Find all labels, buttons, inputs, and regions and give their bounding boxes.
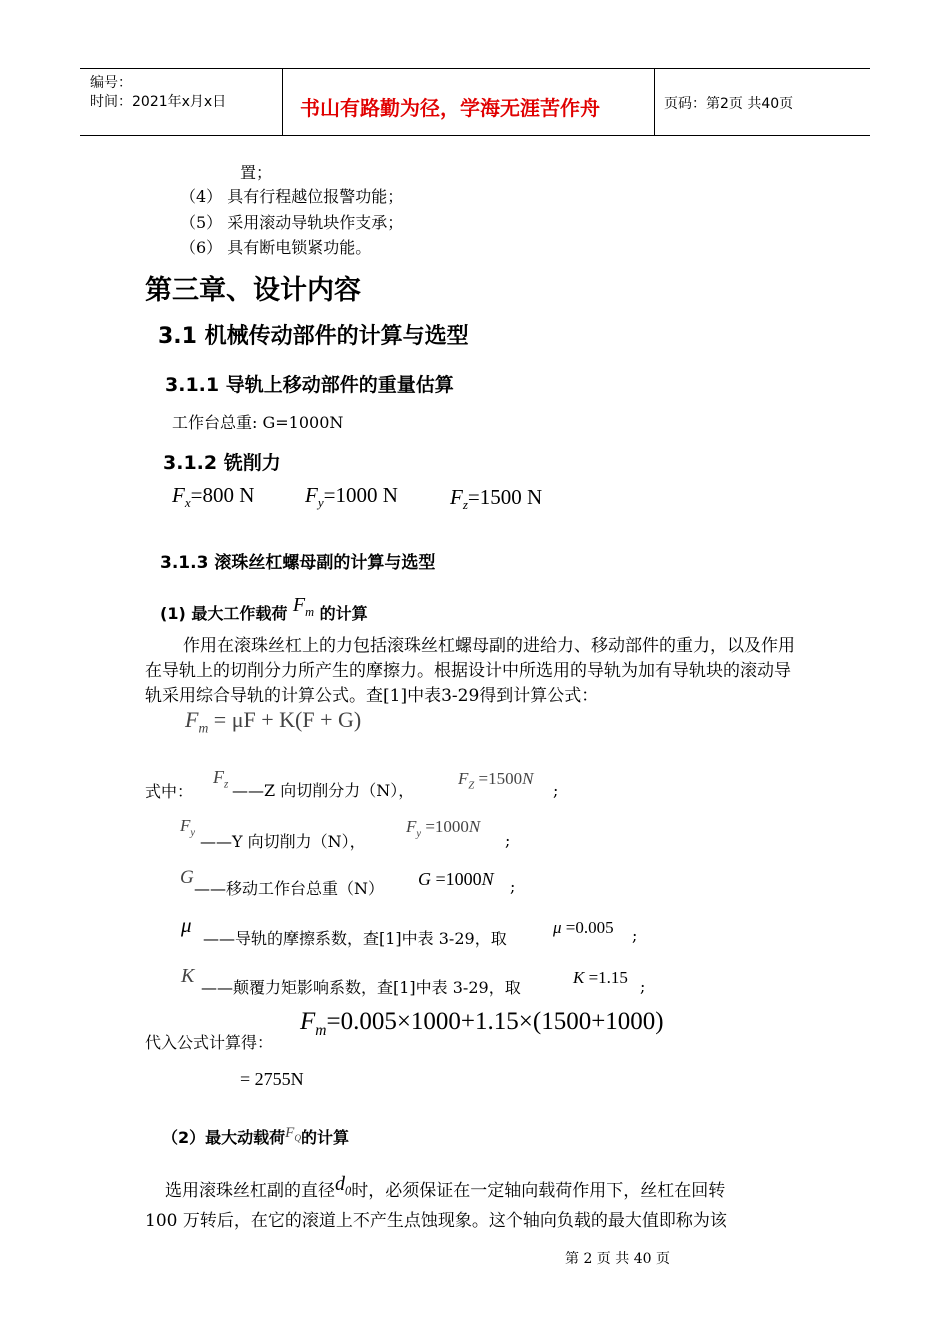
- page-footer: 第 2 页 共 40 页: [565, 1251, 670, 1267]
- section-3-1-title: 3.1 机械传动部件的计算与选型: [158, 324, 469, 349]
- header-bottom-rule: [80, 135, 870, 136]
- list-continuation: 置；: [240, 163, 273, 182]
- part2-line-1-b: 时，必须保证在一定轴向载荷作用下，丝杠在回转: [351, 1181, 726, 1201]
- list-item-4: （4） 具有行程越位报警功能；: [180, 187, 404, 206]
- g-symbol: G: [180, 867, 194, 888]
- subsection-3-1-2-title: 3.1.2 铣削力: [163, 452, 281, 474]
- g-semicolon: ;: [510, 877, 516, 896]
- fy-semicolon: ;: [505, 831, 511, 850]
- part2-title-suffix: 的计算: [301, 1128, 350, 1147]
- fy-definition: ——Y 向切削力（N），: [200, 832, 366, 851]
- fm-symbol: $F_m$: [292, 594, 315, 619]
- fm-formula: $F_m = \mu F + K(F + G)$: [185, 707, 362, 736]
- header-motto: 书山有路勤为径，学海无涯苦作舟: [300, 96, 600, 120]
- d0-symbol: $d_0$: [335, 1173, 352, 1198]
- list-item-5: （5） 采用滚动导轨块作支承；: [180, 213, 404, 232]
- header-divider-right: [654, 68, 655, 136]
- milling-force-fx: $F_x=800$ N: [172, 483, 255, 511]
- part1-title: [160, 594, 368, 628]
- header-divider-left: [282, 68, 283, 136]
- part2-title: [162, 1125, 349, 1150]
- k-semicolon: ;: [640, 977, 646, 996]
- fy-inline-number: =1000: [425, 817, 469, 836]
- fm-formula-rhs: = μF + K(F + G): [213, 707, 362, 732]
- table-weight-text: 工作台总重: G=1000N: [172, 413, 344, 432]
- fz-symbol: $F_z$: [213, 767, 229, 791]
- k-symbol: K: [181, 965, 195, 987]
- fz-definition: ——Z 向切削分力（N），: [232, 781, 415, 800]
- fy-value: =1000 N: [323, 483, 398, 507]
- part2-line-1: [165, 1173, 726, 1205]
- fz-inline-number: =1500: [478, 769, 523, 788]
- mu-symbol: μ: [181, 913, 192, 937]
- chapter-title: 第三章、设计内容: [145, 275, 361, 306]
- part2-title-text: （2）最大动载荷: [162, 1128, 286, 1147]
- k-inline-number: =1.15: [588, 968, 628, 987]
- g-definition: ——移动工作台总重（N）: [194, 879, 385, 898]
- part1-title-suffix: 的计算: [319, 604, 368, 623]
- k-definition: ——颠覆力矩影响系数，查[1]中表 3-29，取: [201, 978, 521, 997]
- explanation-paragraph: 作用在滚珠丝杠上的力包括滚珠丝杠螺母副的进给力、移动部件的重力，以及作用在导轨上的切削分力所产生的摩擦力。根据设计中所选用的导轨为加有导轨块的滚动导轨采用综合导轨的计算公式。查[1]中表3-29得到计算公式：: [145, 636, 795, 706]
- g-inline-number: =1000: [435, 869, 482, 889]
- mu-inline-number: =0.005: [565, 918, 614, 937]
- fx-value: =800 N: [190, 483, 255, 507]
- fy-inline-value: $F_y =1000N$: [406, 817, 481, 840]
- subsection-3-1-1-title: 3.1.1 导轨上移动部件的重量估算: [165, 374, 454, 396]
- part2-line-2: 100 万转后，在它的滚道上不产生点蚀现象。这个轴向负载的最大值即称为该: [145, 1211, 727, 1231]
- substitution-label: 代入公式计算得：: [145, 1033, 274, 1052]
- where-label: 式中：: [145, 782, 194, 801]
- k-inline-value: K =1.15: [573, 968, 628, 987]
- header-top-rule: [80, 68, 870, 69]
- mu-semicolon: ;: [632, 926, 638, 945]
- g-inline-value: G =1000N: [418, 869, 494, 889]
- substitution-formula: $F_m=0.005\times 1000+1.15\times(1500+1000)$: [300, 1008, 664, 1039]
- list-item-6: （6） 具有断电锁紧功能。: [180, 238, 372, 257]
- fz-inline-value: $F_Z =1500N$: [458, 769, 534, 792]
- fz-semicolon: ;: [553, 781, 559, 800]
- page-number-label: 页码：第2页 共40页: [664, 96, 794, 112]
- fz-value: =1500 N: [467, 485, 543, 509]
- serial-label: 编号：: [90, 75, 132, 91]
- part1-title-text: (1) 最大工作载荷: [160, 604, 288, 623]
- subsection-3-1-3-title: 3.1.3 滚珠丝杠螺母副的计算与选型: [160, 553, 436, 573]
- part2-line-1-a: 选用滚珠丝杠副的直径: [165, 1181, 335, 1201]
- mu-definition: ——导轨的摩擦系数，查[1]中表 3-29，取: [203, 929, 507, 948]
- result-value: = 2755N: [240, 1069, 304, 1089]
- mu-inline-value: μ =0.005: [553, 918, 614, 937]
- substitution-rhs: =0.005×1000+1.15×(1500+1000): [326, 1008, 664, 1035]
- fq-symbol: $F_Q$: [285, 1125, 302, 1144]
- fy-symbol: $F_y$: [180, 816, 196, 839]
- milling-force-fy: $F_y=1000$ N: [305, 483, 398, 511]
- milling-force-fz: $F_z=1500$ N: [450, 485, 543, 513]
- time-label: 时间：2021年x月x日: [90, 94, 227, 110]
